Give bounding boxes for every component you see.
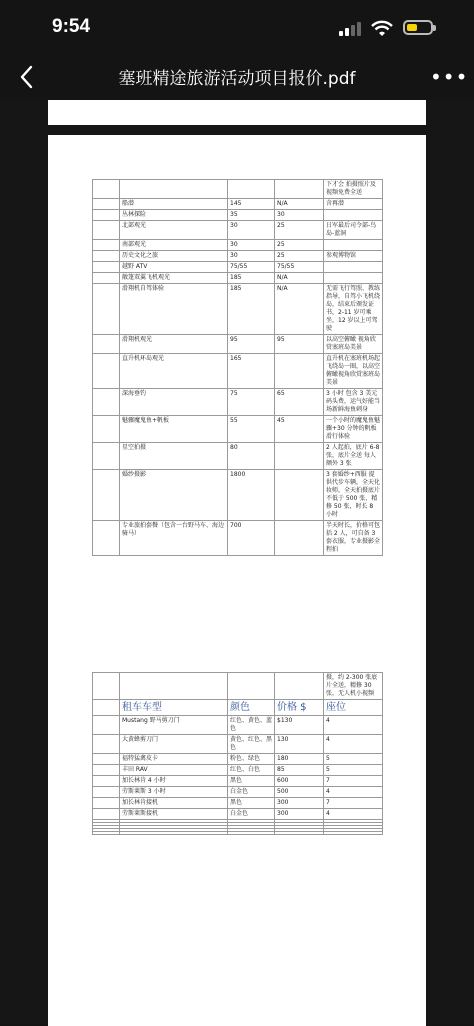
table-cell: 80 (228, 443, 275, 470)
table-cell (324, 210, 383, 221)
table-cell: 福特猛禽皮卡 (120, 754, 228, 765)
table-cell (93, 416, 120, 443)
table-cell: 深海垂钓 (120, 389, 228, 416)
table-cell (275, 180, 324, 199)
table-cell: 红色、黄色、蓝色 (228, 716, 275, 735)
table-cell: 黑色 (228, 798, 275, 809)
table-cell: 25 (275, 221, 324, 240)
table-cell (228, 832, 275, 835)
table-cell (93, 284, 120, 335)
table-cell: 75/55 (275, 262, 324, 273)
table-cell: 185 (228, 284, 275, 335)
table-cell: 65 (275, 389, 324, 416)
table-row (93, 335, 383, 354)
table-cell: 日军最后司令部-鸟岛-蓝洞 (324, 221, 383, 240)
table-row (93, 776, 383, 787)
table-cell: 黑色 (228, 776, 275, 787)
wifi-icon (370, 18, 394, 38)
table-cell: 加长林肯接机 (120, 798, 228, 809)
activity-price-table (92, 179, 383, 556)
table-cell (93, 787, 120, 798)
table-cell: 25 (275, 240, 324, 251)
table-cell: 敞篷双翼飞机观光 (120, 273, 228, 284)
table-cell: 历史文化之旅 (120, 251, 228, 262)
table-cell: 丰田 RAV (120, 765, 228, 776)
table-cell: 4 (324, 716, 383, 735)
table-cell: 无需飞行驾照、教练指导，自驾小飞机绕岛，结束后颁发证书，2-11 岁可乘坐，12 岁以上可驾驶 (324, 284, 383, 335)
document-title: 塞班精途旅游活动项目报价.pdf (118, 69, 356, 89)
table-cell (324, 832, 383, 835)
table-cell: 丛林探险 (120, 210, 228, 221)
table-cell: 颜色 (228, 700, 275, 716)
table-cell: 85 (275, 765, 324, 776)
table-row (93, 354, 383, 389)
table-cell (275, 673, 324, 700)
table-cell (93, 262, 120, 273)
table-cell (93, 273, 120, 284)
table-cell: 直升机环岛观光 (120, 354, 228, 389)
table-cell (93, 754, 120, 765)
table-cell: 加长林肯 4 小时 (120, 776, 228, 787)
table-cell (120, 673, 228, 700)
table-cell: 直升机在塞班机场起飞绕岛一圈，以高空俯瞰视角欣赏塞班岛美景 (324, 354, 383, 389)
table-cell (93, 389, 120, 416)
table-cell: 3 套婚纱+西服 提供代步车辆，全天化妆师，全天拍摄底片不低于 500 张，精修 50 张，时长 8 小时 (324, 470, 383, 521)
table-cell: 3 小时 包含 3 美元码头费，运气好能当场新鲜海鱼刺身 (324, 389, 383, 416)
table-row (93, 273, 383, 284)
table-row (93, 210, 383, 221)
table-cell (93, 809, 120, 820)
table-cell: 星空拍摄 (120, 443, 228, 470)
table-row (93, 199, 383, 210)
table-cell: 滑翔机自驾体验 (120, 284, 228, 335)
table-cell: Mustang 野马剪刀门 (120, 716, 228, 735)
table-cell: 4 (324, 809, 383, 820)
table-cell: 座位 (324, 700, 383, 716)
table-cell (93, 221, 120, 240)
table-cell (93, 354, 120, 389)
table-cell (93, 735, 120, 754)
table-cell: 145 (228, 199, 275, 210)
table-row (93, 832, 383, 835)
table-row (93, 262, 383, 273)
table-cell: N/A (275, 284, 324, 335)
table-row (93, 251, 383, 262)
table-cell (93, 210, 120, 221)
table-cell (93, 798, 120, 809)
table-cell (275, 443, 324, 470)
table-cell: 白金色 (228, 809, 275, 820)
table-cell (93, 700, 120, 716)
table-cell: 2 人起拍，底片 6-8 张，底片全送 每人额外 3 张 (324, 443, 383, 470)
table-cell (93, 765, 120, 776)
table-cell (324, 273, 383, 284)
table-cell: N/A (275, 273, 324, 284)
table-row (93, 673, 383, 700)
car-rental-table (92, 672, 383, 835)
table-cell (275, 832, 324, 835)
table-row (93, 716, 383, 735)
table-row (93, 240, 383, 251)
table-cell: 含再潜 (324, 199, 383, 210)
pdf-page-3 (48, 626, 426, 1026)
table-cell (324, 262, 383, 273)
table-cell: 45 (275, 416, 324, 443)
table-cell (93, 251, 120, 262)
table-cell: 北部观光 (120, 221, 228, 240)
table-cell: 7 (324, 798, 383, 809)
table-cell: 一个小时的魔鬼鱼魅骤+30 分钟的帆板滑行体验 (324, 416, 383, 443)
table-row (93, 735, 383, 754)
table-cell (93, 832, 120, 835)
table-cell: 粉色、绿色 (228, 754, 275, 765)
table-cell: 300 (275, 809, 324, 820)
table-cell: 75/55 (228, 262, 275, 273)
table-cell: 95 (275, 335, 324, 354)
table-cell: 95 (228, 335, 275, 354)
table-cell: 500 (275, 787, 324, 798)
table-cell: 30 (275, 210, 324, 221)
table-cell (228, 673, 275, 700)
table-cell: 600 (275, 776, 324, 787)
pdf-viewer[interactable] (0, 100, 474, 1024)
cellular-signal-icon (339, 22, 361, 36)
table-cell: 7 (324, 776, 383, 787)
table-cell (93, 521, 120, 556)
table-cell: 参观博物馆 (324, 251, 383, 262)
table-row (93, 416, 383, 443)
table-cell (120, 832, 228, 835)
table-cell: 55 (228, 416, 275, 443)
status-bar (0, 0, 474, 58)
table-cell (93, 199, 120, 210)
table-cell: 180 (275, 754, 324, 765)
table-row (93, 787, 383, 798)
more-dots-icon[interactable]: ••• (430, 65, 469, 89)
table-cell: 30 (228, 240, 275, 251)
table-cell: 半天时长，价格可包括 2 人，可自备 3 套衣服，专业摄影全程拍 (324, 521, 383, 556)
table-cell (93, 716, 120, 735)
table-row (93, 389, 383, 416)
table-cell: 下才会 拍摄照片及视频免费全送 (324, 180, 383, 199)
table-cell (93, 180, 120, 199)
table-cell: 30 (228, 251, 275, 262)
table-cell: 5 (324, 754, 383, 765)
table-cell: 船潜 (120, 199, 228, 210)
chevron-left-icon[interactable] (14, 62, 42, 92)
table-cell: 25 (275, 251, 324, 262)
table-cell (93, 470, 120, 521)
table-cell: 白金色 (228, 787, 275, 798)
nav-bar (0, 58, 474, 98)
table-cell: 4 (324, 787, 383, 798)
table-cell: 滑翔机观光 (120, 335, 228, 354)
table-row (93, 765, 383, 776)
table-cell: 165 (228, 354, 275, 389)
table-row (93, 754, 383, 765)
table-cell (324, 240, 383, 251)
table-cell: 劳斯莱斯接机 (120, 809, 228, 820)
table-row (93, 221, 383, 240)
table-cell (120, 180, 228, 199)
table-row (93, 470, 383, 521)
table-row (93, 180, 383, 199)
table-row (93, 700, 383, 716)
table-cell: 劳斯莱斯 3 小时 (120, 787, 228, 798)
table-row (93, 284, 383, 335)
table-cell (228, 180, 275, 199)
table-cell: 摄，约 2-300 张底片全送，精修 30 张，无人机小视频 (324, 673, 383, 700)
table-cell: $130 (275, 716, 324, 735)
status-time: 9:54 (52, 16, 91, 37)
table-cell: 南部观光 (120, 240, 228, 251)
table-cell: 婚纱摄影 (120, 470, 228, 521)
table-cell (275, 470, 324, 521)
table-cell: 以高空俯瞰 视角欣赏塞班岛美景 (324, 335, 383, 354)
table-cell (93, 335, 120, 354)
table-cell: N/A (275, 199, 324, 210)
table-cell: 300 (275, 798, 324, 809)
table-cell (275, 354, 324, 389)
table-cell: 30 (228, 221, 275, 240)
table-cell: 价格 $ (275, 700, 324, 716)
table-cell: 租车车型 (120, 700, 228, 716)
table-row (93, 521, 383, 556)
table-cell (93, 776, 120, 787)
table-cell: 1800 (228, 470, 275, 521)
table-row (93, 798, 383, 809)
table-cell: 75 (228, 389, 275, 416)
table-cell: 5 (324, 765, 383, 776)
table-cell (93, 240, 120, 251)
table-row (93, 809, 383, 820)
table-cell: 185 (228, 273, 275, 284)
table-cell: 700 (228, 521, 275, 556)
pdf-page-1 (48, 100, 426, 125)
table-cell: 红色、白色 (228, 765, 275, 776)
table-cell: 专业旅拍套餐（包含一台野马车、海边骑马） (120, 521, 228, 556)
table-cell: 130 (275, 735, 324, 754)
table-cell (275, 521, 324, 556)
table-row (93, 443, 383, 470)
table-cell: 大黄蜂剪刀门 (120, 735, 228, 754)
table-cell (93, 443, 120, 470)
battery-icon (403, 20, 433, 35)
table-cell: 魅骤魔鬼鱼+帆板 (120, 416, 228, 443)
table-cell: 黄色、红色、黑色 (228, 735, 275, 754)
table-cell (93, 673, 120, 700)
table-cell: 越野 ATV (120, 262, 228, 273)
table-cell: 4 (324, 735, 383, 754)
table-cell: 35 (228, 210, 275, 221)
